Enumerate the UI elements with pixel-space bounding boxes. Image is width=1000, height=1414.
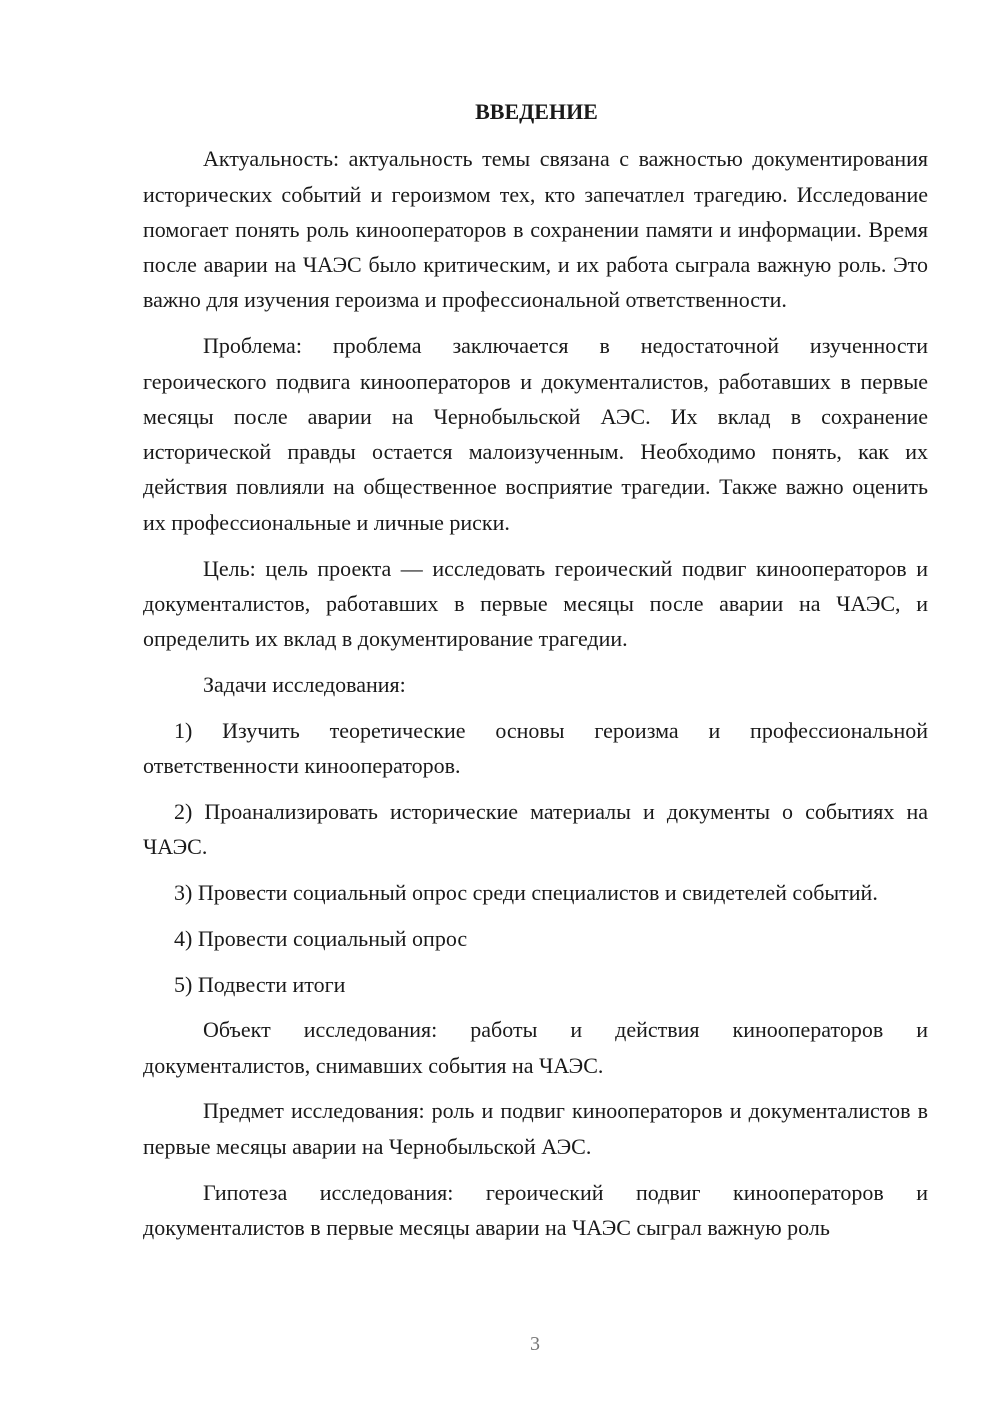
task-item-4: 4) Провести социальный опрос — [174, 925, 468, 951]
task-item-3: 3) Провести социальный опрос среди специалистов и свидетелей событий. — [174, 879, 878, 905]
page-content — [143, 94, 928, 1256]
task-item-2: 2) Проанализировать исторические материалы и документы о событиях на ЧАЭС. — [143, 798, 928, 860]
task-item-1: 1) Изучить теоретические основы героизма и профессиональной ответственности кинооператоров. — [143, 717, 928, 779]
object-paragraph: Объект исследования: работы и действия кинооператоров и документалистов, снимавших события на ЧАЭС. — [143, 1017, 928, 1078]
subject-paragraph: Предмет исследования: роль и подвиг кинооператоров и документалистов в первые месяцы аварии на Чернобыльской АЭС. — [143, 1098, 928, 1159]
problem-paragraph: Проблема: проблема заключается в недостаточной изученности героического подвига кинооператоров и документалистов, работавших в первые месяцы после аварии на Чернобыльской АЭС. Их вклад в сохранение исторической правды остается малоизученным. Необходимо понять, как их действия повлияли на общественное восприятие трагедии. Также важно оценить их профессиональные и личные риски. — [143, 333, 928, 535]
page-number: 3 — [530, 1333, 540, 1355]
relevance-paragraph: Актуальность: актуальность темы связана с важностью документирования исторических событий и героизмом тех, кто запечатлел трагедию. Исследование помогает понять роль кинооператоров в сохранении памяти и информации. Время после аварии на ЧАЭС было критическим, и их работа сыграла важную роль. Это важно для изучения героизма и профессиональной ответственности. — [143, 146, 928, 313]
task-item-5: 5) Подвести итоги — [174, 971, 346, 997]
goal-paragraph: Цель: цель проекта — исследовать героический подвиг кинооператоров и документалистов, работавших в первые месяцы после аварии на ЧАЭС, и определить их вклад в документирование трагедии. — [143, 555, 928, 652]
hypothesis-paragraph: Гипотеза исследования: героический подвиг кинооператоров и документалистов в первые месяцы аварии на ЧАЭС сыграл важную роль — [143, 1179, 928, 1240]
tasks-heading: Задачи исследования: — [203, 671, 406, 697]
section-heading: ВВЕДЕНИЕ — [475, 99, 598, 124]
